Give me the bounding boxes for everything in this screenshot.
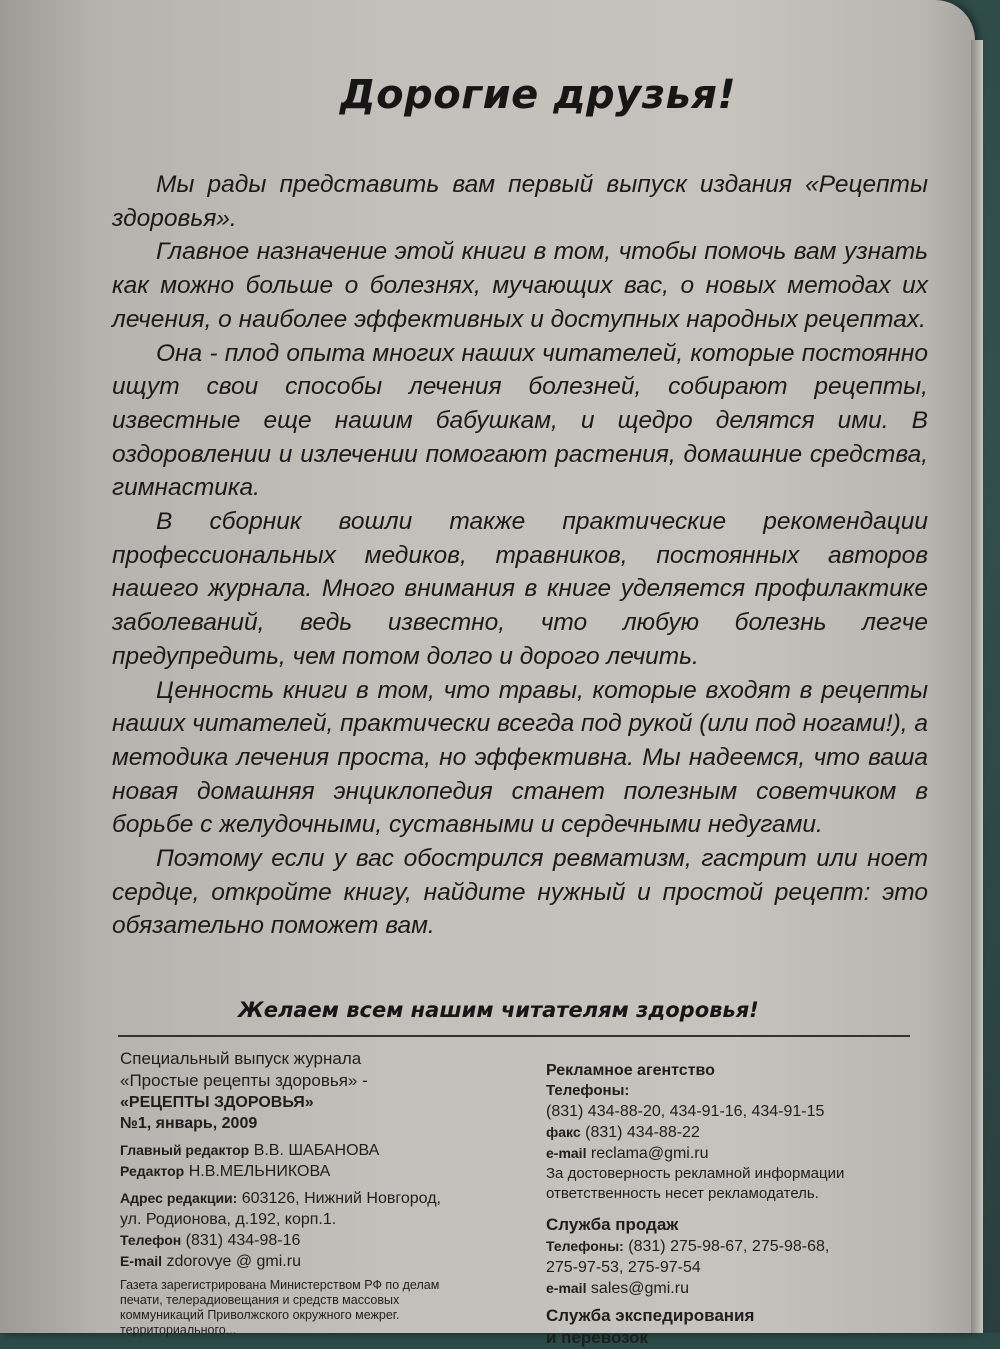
editor-line: [120, 1161, 530, 1182]
address-label: Адрес редакции:: [120, 1190, 238, 1206]
fax-label: факс: [546, 1124, 581, 1140]
registration-line-3: коммуникаций Приволжского окружного межрег.: [120, 1308, 400, 1322]
imprint-column: [120, 1048, 530, 1338]
paragraph-3: Она - плод опыта многих наших читателей, которые постоянно ищут свои способы лечения болезней, собирают рецепты, известные еще нашим бабушкам, и щедро делятся ими. В оздоровлении и излечении помогают растения, домашние средства, гимнастика.: [112, 339, 928, 502]
sales-email: sales@gmi.ru: [590, 1280, 689, 1297]
ad-phones: (831) 434-88-20, 434-91-16, 434-91-15: [546, 1103, 825, 1120]
fax-value: (831) 434-88-22: [585, 1124, 700, 1141]
address-line-2: ул. Родионова, д.192, корп.1.: [120, 1211, 337, 1228]
editor: Н.В.МЕЛЬНИКОВА: [188, 1163, 331, 1180]
edition-name: «РЕЦЕПТЫ ЗДОРОВЬЯ»: [120, 1094, 314, 1111]
shipping-title-2: и перевозок: [546, 1328, 649, 1347]
registration-line-2: печати, телерадиовещания и средств массовых: [120, 1293, 400, 1307]
registration-line-4: территориального...: [120, 1323, 237, 1337]
paragraph-5: Ценность книги в том, что травы, которые входят в рецепты наших читателей, практически всегда под рукой (или под ногами!), а методика лечения проста, но эффективна. Мы надеемся, что ваша новая домашняя энциклопедия станет полезным советчиком в борьбе с желудочными, суставными и сердечными недугами.: [112, 676, 928, 839]
page-edge: [971, 40, 983, 1333]
ad-email-line: [546, 1143, 926, 1164]
phone-value: (831) 434-98-16: [185, 1232, 301, 1249]
ad-phones-label: Телефоны:: [546, 1082, 630, 1099]
paragraph-6: Поэтому если у вас обострился ревматизм, гастрит или ноет сердце, откройте книгу, найдите нужный и простой рецепт: это обязательно поможет вам.: [112, 845, 928, 940]
address-value-1: 603126, Нижний Новгород,: [241, 1190, 441, 1207]
sales-email-line: [546, 1278, 926, 1299]
paragraph-2: Главное назначение этой книги в том, чтобы помочь вам узнать как можно больше о болезнях, мучающих вас, о новых методах их лечения, о наиболее эффективных и доступных народных рецептах.: [112, 238, 928, 333]
disclaimer-line-1: За достоверность рекламной информации: [546, 1165, 845, 1182]
sales-phones-label: Телефоны:: [546, 1238, 624, 1254]
special-issue: Специальный выпуск журнала: [120, 1049, 362, 1068]
chief-editor: В.В. ШАБАНОВА: [253, 1142, 380, 1159]
disclaimer-line-2: ответственность несет рекламодатель.: [546, 1185, 819, 1202]
chief-editor-line: [120, 1140, 530, 1161]
email-label: E-mail: [120, 1253, 163, 1269]
shipping-title-1: Служба экспедирования: [546, 1306, 755, 1325]
address-line-1: [120, 1188, 530, 1209]
email-line: [120, 1251, 530, 1272]
fax-line: [546, 1122, 926, 1143]
closing-wish: Желаем всем нашим читателям здоровья!: [238, 998, 759, 1022]
paragraph-1: Мы рады представить вам первый выпуск издания «Рецепты здоровья».: [112, 171, 928, 232]
phone-label: Телефон: [120, 1232, 182, 1248]
page-title: Дорогие друзья!: [340, 72, 737, 118]
divider: [118, 1035, 910, 1037]
email-value: zdorovye @ gmi.ru: [166, 1253, 301, 1270]
chief-editor-label: Главный редактор: [120, 1142, 250, 1158]
sales-email-label: e-mail: [546, 1280, 587, 1296]
ad-email-label: e-mail: [546, 1145, 587, 1161]
phone-line: [120, 1230, 530, 1251]
parent-journal: «Простые рецепты здоровья» -: [120, 1071, 368, 1090]
contacts-column: [546, 1060, 926, 1349]
sales-phones-2: 275-97-53, 275-97-54: [546, 1259, 701, 1276]
editor-label: Редактор: [120, 1163, 185, 1179]
ad-email: reclama@gmi.ru: [590, 1145, 709, 1162]
issue-number: №1, январь, 2009: [120, 1115, 258, 1132]
body-text: [112, 168, 928, 943]
sales-title: Служба продаж: [546, 1215, 679, 1234]
sales-phones-line: [546, 1236, 926, 1257]
sales-phones-1: (831) 275-98-67, 275-98-68,: [628, 1238, 830, 1255]
registration-line-1: Газета зарегистрирована Министерством РФ по делам: [120, 1278, 440, 1292]
ad-agency-title: Рекламное агентство: [546, 1062, 715, 1079]
paragraph-4: В сборник вошли также практические рекомендации профессиональных медиков, травников, постоянных авторов нашего журнала. Много внимания в книге уделяется профилактике заболеваний, ведь известно, что любую болезнь легче предупредить, чем потом долго и дорого лечить.: [112, 508, 928, 670]
